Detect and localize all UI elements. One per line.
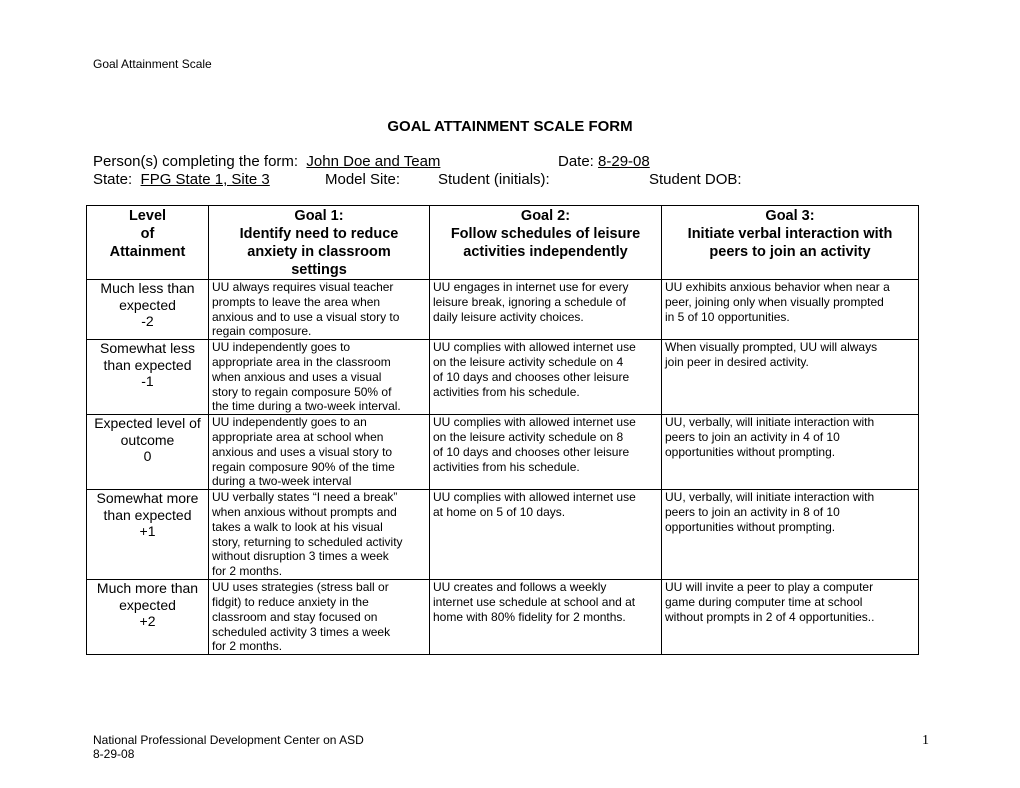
state-label: State: bbox=[93, 171, 133, 188]
table-row bbox=[87, 415, 919, 490]
cell-line: Much less than bbox=[100, 280, 195, 296]
goal-3-cell bbox=[662, 415, 919, 490]
student-initials-label: Student (initials): bbox=[438, 171, 550, 188]
cell-line: settings bbox=[291, 262, 347, 278]
header-goal-2 bbox=[430, 206, 662, 280]
cell-line: when anxious without prompts and bbox=[212, 504, 397, 519]
goal-2-cell bbox=[430, 490, 662, 580]
cell-line: of 10 days and chooses other leisure bbox=[433, 369, 630, 384]
cell-line: appropriate area in the classroom bbox=[212, 354, 391, 369]
cell-line: expected bbox=[119, 296, 176, 313]
cell-line: in 5 of 10 opportunities. bbox=[665, 309, 790, 324]
footer-org: National Professional Development Center on ASD bbox=[93, 733, 364, 747]
student-dob-label: Student DOB: bbox=[649, 171, 742, 188]
cell-line: anxious and to use a visual story to bbox=[212, 309, 400, 324]
cell-line: UU, verbally, will initiate interaction with bbox=[665, 415, 875, 430]
cell-line: Goal 2: bbox=[520, 208, 571, 224]
cell-line: game during computer time at school bbox=[665, 594, 863, 609]
cell-line: Attainment bbox=[109, 244, 186, 260]
cell-line: Identify need to reduce bbox=[239, 226, 399, 242]
persons-line bbox=[93, 153, 650, 170]
goal-1-cell bbox=[209, 340, 430, 415]
cell-line: UU independently goes to an bbox=[212, 415, 367, 430]
cell-line: of 10 days and chooses other leisure bbox=[433, 444, 630, 459]
cell-line: daily leisure activity choices. bbox=[433, 309, 584, 324]
cell-line: activities from his schedule. bbox=[433, 459, 580, 474]
form-title: GOAL ATTAINMENT SCALE FORM bbox=[387, 118, 633, 135]
cell-line: expected bbox=[119, 596, 176, 613]
cell-line: join peer in desired activity. bbox=[665, 354, 809, 369]
cell-line: UU uses strategies (stress ball or bbox=[212, 580, 389, 595]
table-row bbox=[87, 490, 919, 580]
cell-line: on the leisure activity schedule on 4 bbox=[433, 354, 624, 369]
cell-line: prompts to leave the area when bbox=[212, 294, 381, 309]
cell-line: on the leisure activity schedule on 8 bbox=[433, 429, 624, 444]
cell-line: than expected bbox=[103, 506, 192, 523]
date-label: Date: bbox=[558, 153, 594, 170]
cell-line: UU complies with allowed internet use bbox=[433, 415, 636, 430]
cell-line: scheduled activity 3 times a week bbox=[212, 624, 391, 639]
cell-line: UU will invite a peer to play a computer bbox=[665, 580, 874, 595]
table-row bbox=[87, 340, 919, 415]
cell-line: -2 bbox=[141, 313, 154, 329]
cell-line: anxious and uses a visual story to bbox=[212, 444, 393, 459]
cell-line: during a two-week interval bbox=[212, 474, 352, 489]
goal-2-cell bbox=[430, 280, 662, 340]
level-cell bbox=[87, 415, 209, 490]
goal-3-cell bbox=[662, 280, 919, 340]
cell-line: when anxious and uses a visual bbox=[212, 369, 382, 384]
cell-line: When visually prompted, UU will always bbox=[665, 340, 878, 355]
cell-line: opportunities without prompting. bbox=[665, 519, 836, 534]
state-line bbox=[93, 171, 742, 188]
level-cell bbox=[87, 340, 209, 415]
cell-line: story to regain composure 50% of bbox=[212, 384, 392, 399]
goal-1-cell bbox=[209, 280, 430, 340]
cell-line: for 2 months. bbox=[212, 564, 283, 579]
cell-line: activities from his schedule. bbox=[433, 384, 580, 399]
cell-line: -1 bbox=[141, 373, 154, 390]
cell-line: for 2 months. bbox=[212, 639, 283, 654]
date-value: 8-29-08 bbox=[598, 153, 650, 170]
persons-value: John Doe and Team bbox=[306, 153, 441, 170]
level-cell bbox=[87, 280, 209, 340]
goal-1-cell bbox=[209, 415, 430, 490]
table-row bbox=[87, 280, 919, 340]
cell-line: Somewhat more bbox=[96, 490, 199, 507]
cell-line: UU engages in internet use for every bbox=[433, 280, 629, 294]
cell-line: +2 bbox=[139, 613, 156, 630]
cell-line: regain composure 90% of the time bbox=[212, 459, 395, 474]
cell-line: outcome bbox=[120, 431, 175, 448]
goal-attainment-table bbox=[86, 205, 919, 655]
cell-line: 0 bbox=[143, 448, 152, 465]
cell-line: opportunities without prompting. bbox=[665, 444, 836, 459]
cell-line: than expected bbox=[103, 356, 192, 373]
cell-line: Follow schedules of leisure bbox=[450, 226, 641, 242]
cell-line: without disruption 3 times a week bbox=[212, 549, 389, 564]
cell-line: peer, joining only when visually prompted bbox=[665, 294, 884, 309]
cell-line: fidgit) to reduce anxiety in the bbox=[212, 594, 369, 609]
cell-line: takes a walk to look at his visual bbox=[212, 519, 383, 534]
cell-line: UU always requires visual teacher bbox=[212, 280, 394, 294]
goal-3-cell bbox=[662, 490, 919, 580]
cell-line: UU verbally states “I need a break” bbox=[212, 490, 398, 505]
cell-line: UU complies with allowed internet use bbox=[433, 340, 636, 355]
cell-line: peers to join an activity bbox=[709, 244, 871, 260]
goal-1-cell bbox=[209, 490, 430, 580]
cell-line: Goal 1: bbox=[294, 208, 344, 224]
cell-line: home with 80% fidelity for 2 months. bbox=[433, 609, 626, 624]
cell-line: Goal 3: bbox=[765, 208, 815, 224]
level-cell bbox=[87, 580, 209, 655]
cell-line: without prompts in 2 of 4 opportunities.. bbox=[665, 609, 875, 624]
goal-1-cell bbox=[209, 580, 430, 655]
goal-2-cell bbox=[430, 580, 662, 655]
goal-2-cell bbox=[430, 415, 662, 490]
cell-line: Expected level of bbox=[94, 415, 201, 432]
table-row bbox=[87, 580, 919, 655]
cell-line: peers to join an activity in 4 of 10 bbox=[665, 429, 840, 444]
cell-line: UU, verbally, will initiate interaction with bbox=[665, 490, 875, 505]
header-level bbox=[87, 206, 209, 280]
header-goal-1 bbox=[209, 206, 430, 280]
cell-line: Much more than bbox=[96, 580, 199, 597]
cell-line: the time during a two-week interval. bbox=[212, 399, 401, 414]
cell-line: activities independently bbox=[463, 244, 628, 260]
persons-label: Person(s) completing the form: bbox=[93, 153, 299, 170]
cell-line: Somewhat less bbox=[100, 340, 195, 357]
cell-line: internet use schedule at school and at bbox=[433, 594, 636, 609]
cell-line: story, returning to scheduled activity bbox=[212, 534, 403, 549]
model-site-label: Model Site: bbox=[325, 171, 401, 188]
date-field bbox=[558, 153, 650, 170]
cell-line: leisure break, ignoring a schedule of bbox=[433, 294, 626, 309]
footer-date: 8-29-08 bbox=[93, 747, 135, 761]
cell-line: UU complies with allowed internet use bbox=[433, 490, 636, 505]
goal-2-cell bbox=[430, 340, 662, 415]
cell-line: classroom and stay focused on bbox=[212, 609, 378, 624]
cell-line: appropriate area at school when bbox=[212, 429, 384, 444]
cell-line: +1 bbox=[139, 523, 156, 540]
cell-line: UU independently goes to bbox=[212, 340, 351, 355]
cell-line: peers to join an activity in 8 of 10 bbox=[665, 504, 840, 519]
cell-line: Level bbox=[128, 208, 167, 224]
goal-3-cell bbox=[662, 340, 919, 415]
level-cell bbox=[87, 490, 209, 580]
cell-line: at home on 5 of 10 days. bbox=[433, 504, 566, 519]
header-goal-3 bbox=[662, 206, 919, 280]
state-value: FPG State 1, Site 3 bbox=[140, 171, 270, 188]
cell-line: anxiety in classroom bbox=[247, 244, 391, 260]
page-number: 1 bbox=[922, 733, 929, 748]
page-header: Goal Attainment Scale bbox=[93, 57, 212, 71]
cell-line: regain composure. bbox=[212, 324, 312, 339]
cell-line: UU creates and follows a weekly bbox=[433, 580, 607, 595]
cell-line: Initiate verbal interaction with bbox=[687, 226, 893, 242]
goal-3-cell bbox=[662, 580, 919, 655]
cell-line: of bbox=[140, 226, 155, 242]
cell-line: UU exhibits anxious behavior when near a bbox=[665, 280, 890, 294]
table-header-row bbox=[87, 206, 919, 280]
